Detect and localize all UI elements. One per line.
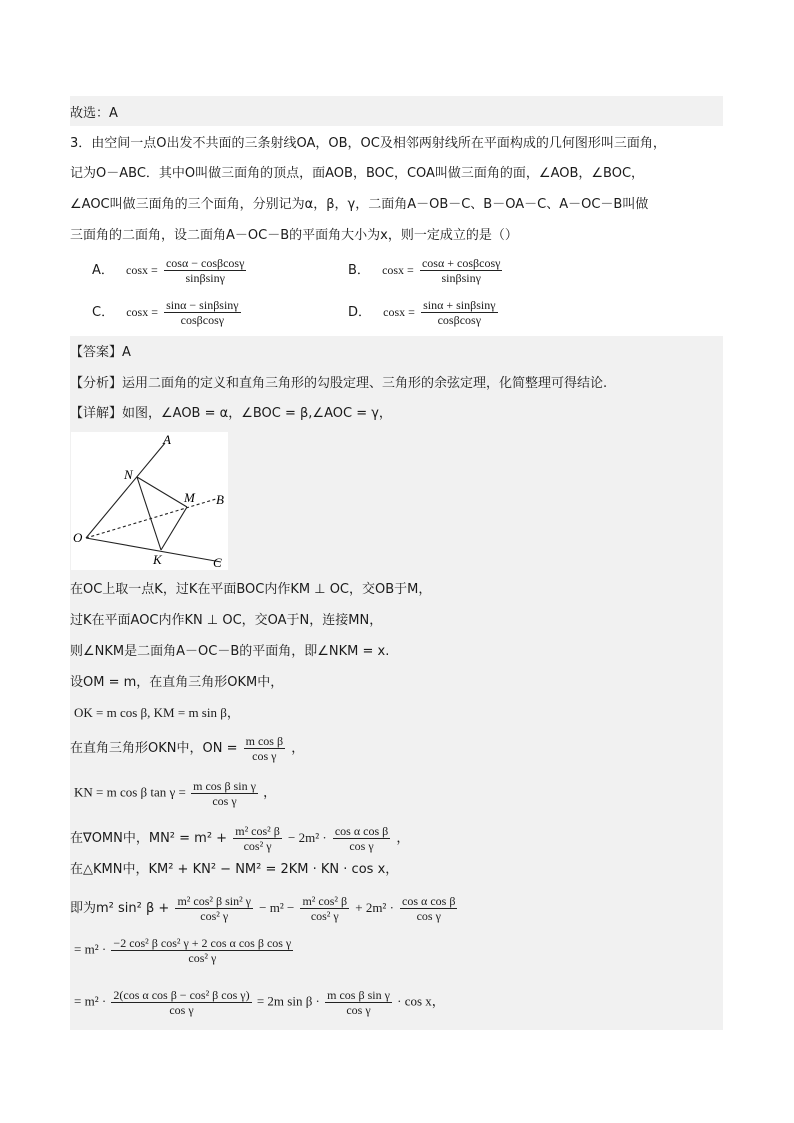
- option-c-numerator: sinα − sinβsinγ: [166, 298, 239, 312]
- option-b-numerator: cosα + cosβcosγ: [421, 256, 501, 270]
- step-10-denominator-1: cos² γ: [200, 909, 229, 923]
- step-8-text: 在∇OMN中，MN² = m² +: [70, 831, 228, 846]
- step-12-end: · cos x，: [397, 993, 445, 1009]
- option-c-denominator: cosβcosγ: [180, 313, 225, 327]
- step-12: [74, 988, 445, 1017]
- option-d-lhs: cosx =: [383, 305, 415, 319]
- option-b: [348, 256, 504, 285]
- segment-nm: [137, 477, 187, 507]
- option-c-fraction: [164, 298, 240, 327]
- option-b-label: B．: [348, 263, 370, 278]
- step-12-numerator-2: m cos β sin γ: [327, 988, 390, 1002]
- option-a-denominator: sinβsinγ: [185, 271, 225, 285]
- step-9: 在△KMN中，KM² + KN² − NM² = 2KM · KN · cos x，: [70, 862, 399, 877]
- answer-line: 【答案】A: [70, 345, 131, 360]
- option-c: [92, 298, 243, 327]
- step-6-numerator: m cos β: [245, 734, 284, 748]
- step-6-end: ，: [291, 741, 305, 756]
- option-a-label: A．: [92, 263, 114, 278]
- step-11-text: = m² ·: [74, 941, 107, 957]
- step-6-text: 在直角三角形OKN中，ON =: [70, 741, 238, 756]
- point-label-c: C: [213, 555, 222, 570]
- step-7-fraction: [191, 779, 258, 808]
- step-11-numerator: −2 cos² β cos² γ + 2 cos α cos β cos γ: [113, 936, 292, 950]
- option-b-lhs: cosx =: [382, 263, 414, 277]
- option-b-fraction: [420, 256, 502, 285]
- step-7-end: ，: [263, 784, 277, 800]
- step-11-fraction: [111, 936, 293, 965]
- step-12-denominator-1: cos γ: [169, 1003, 194, 1017]
- step-6-fraction: [244, 734, 285, 763]
- point-label-m: M: [184, 490, 195, 505]
- step-12-denominator-2: cos γ: [346, 1003, 371, 1017]
- step-10-denominator-2: cos² γ: [310, 909, 339, 923]
- question-line-4: 三面角的二面角，设二面角A－OC－B的平面角大小为x，则一定成立的是（）: [70, 228, 518, 243]
- step-8-mid: − 2m² ·: [288, 830, 327, 845]
- step-8-denominator-2: cos γ: [349, 839, 374, 853]
- option-a-numerator: cosα − cosβcosγ: [165, 256, 245, 270]
- option-a-lhs: cosx =: [126, 263, 158, 277]
- point-label-a: A: [163, 432, 171, 447]
- step-10-fraction-3: [400, 894, 457, 923]
- step-8: [70, 824, 409, 853]
- step-7-denominator: cos γ: [212, 794, 237, 808]
- question-line-3: ∠AOC叫做三面角的三个面角，分别记为α，β，γ，二面角A－OB－C、B－OA－C、A－OC－B叫做: [70, 197, 649, 212]
- step-10-numerator-3: cos α cos β: [402, 894, 456, 908]
- step-8-end: ，: [396, 831, 410, 846]
- trihedral-angle-figure: [71, 432, 228, 570]
- option-d-numerator: sinα + sinβsinγ: [423, 298, 496, 312]
- point-label-n: N: [124, 467, 133, 482]
- step-2: 过K在平面AOC内作KN ⊥ OC，交OA于N，连接MN，: [70, 613, 383, 628]
- step-8-numerator-2: cos α cos β: [334, 824, 389, 838]
- point-label-b: B: [216, 492, 224, 507]
- step-10-text: 即为m² sin² β +: [70, 901, 170, 916]
- segment-km: [161, 507, 187, 550]
- question-line-1: 3．由空间一点O出发不共面的三条射线OA，OB，OC及相邻两射线所在平面构成的几何图形叫三面角，: [70, 136, 666, 151]
- step-12-text: = m² ·: [74, 993, 107, 1009]
- step-11-denominator: cos² γ: [188, 951, 217, 965]
- option-d-denominator: cosβcosγ: [437, 313, 481, 327]
- step-10-numerator-2: m² cos² β: [302, 894, 348, 908]
- step-8-fraction-1: [233, 824, 282, 853]
- step-8-denominator-1: cos² γ: [243, 839, 272, 853]
- step-10-fraction-2: [300, 894, 349, 923]
- step-7: [74, 779, 276, 808]
- option-d-fraction: [421, 298, 497, 327]
- answer-header-shade: [70, 96, 723, 126]
- step-12-numerator-1: 2(cos α cos β − cos² β cos γ): [113, 988, 250, 1002]
- option-d: [348, 298, 500, 327]
- analysis-line: 【分析】运用二面角的定义和直角三角形的勾股定理、三角形的余弦定理，化简整理可得结论.: [70, 376, 608, 391]
- segment-nk: [137, 477, 161, 550]
- step-12-fraction-2: [325, 988, 392, 1017]
- step-10-mid-2: + 2m² ·: [355, 900, 394, 915]
- step-7-numerator: m cos β sin γ: [193, 779, 256, 793]
- option-c-lhs: cosx =: [126, 305, 158, 319]
- answer-header: 故选：A: [70, 106, 118, 121]
- step-7-text: KN = m cos β tan γ =: [74, 784, 186, 800]
- option-d-label: D．: [348, 305, 372, 320]
- point-label-k: K: [153, 552, 162, 567]
- step-6-denominator: cos γ: [252, 749, 277, 763]
- step-11: [74, 936, 295, 965]
- option-a: [92, 256, 248, 285]
- step-6: [70, 734, 304, 763]
- step-8-numerator-1: m² cos² β: [235, 824, 280, 838]
- option-a-fraction: [164, 256, 246, 285]
- step-12-mid: = 2m sin β ·: [256, 993, 320, 1009]
- step-12-fraction-1: [111, 988, 251, 1017]
- step-4: 设OM = m，在直角三角形OKM中，: [70, 675, 284, 690]
- point-label-o: O: [73, 530, 83, 545]
- step-3: 则∠NKM是二面角A－OC－B的平面角，即∠NKM = x.: [70, 644, 390, 659]
- option-b-denominator: sinβsinγ: [441, 271, 481, 285]
- step-1: 在OC上取一点K，过K在平面BOC内作KM ⊥ OC，交OB于M，: [70, 582, 432, 597]
- option-c-label: C．: [92, 305, 115, 320]
- step-10-fraction-1: [175, 894, 253, 923]
- question-line-2: 记为O－ABC．其中O叫做三面角的顶点，面AOB，BOC，COA叫做三面角的面，∠AOB，∠BOC，: [70, 166, 645, 181]
- step-10-numerator-1: m² cos² β sin² γ: [177, 894, 251, 908]
- step-5: OK = m cos β, KM = m sin β，: [74, 705, 240, 720]
- step-10-denominator-3: cos γ: [416, 909, 441, 923]
- detail-line: 【详解】如图，∠AOB = α，∠BOC = β,∠AOC = γ，: [70, 406, 392, 421]
- step-10: [70, 894, 459, 923]
- step-8-fraction-2: [333, 824, 390, 853]
- ray-oa: [86, 443, 165, 538]
- step-10-mid-1: − m² −: [259, 900, 295, 915]
